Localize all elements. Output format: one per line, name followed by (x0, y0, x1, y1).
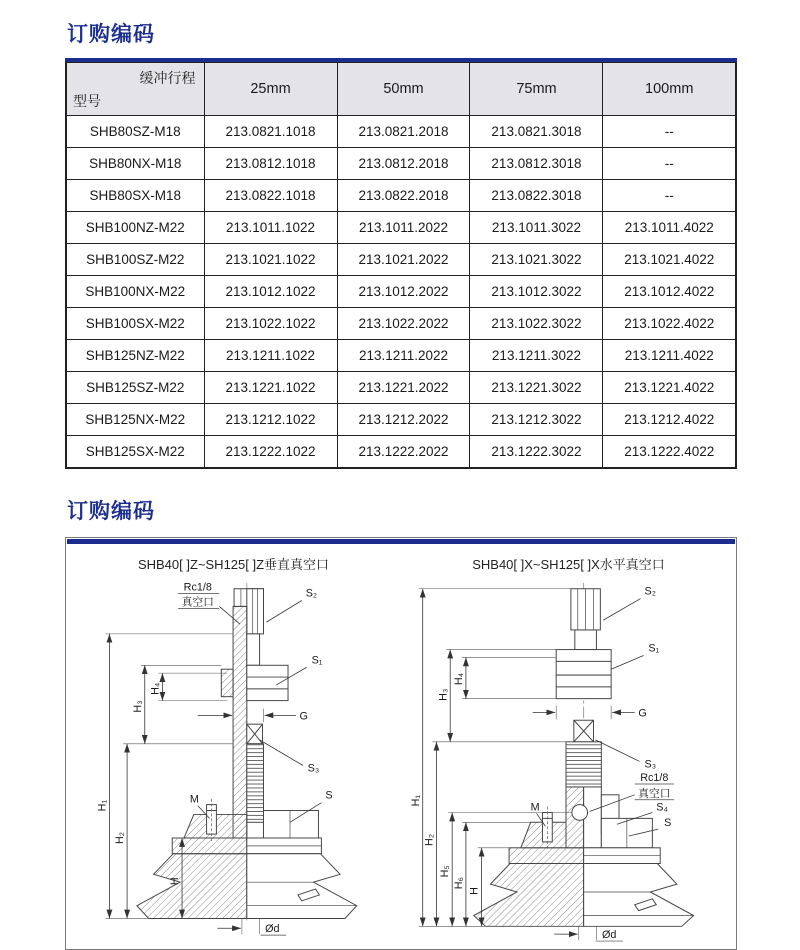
label-h3: H₃ (131, 700, 144, 713)
code-cell: 213.1012.4022 (603, 276, 736, 308)
label-h5: H₅ (438, 865, 451, 878)
label-h3: H₃ (436, 688, 449, 701)
code-cell: 213.1221.1022 (204, 372, 337, 404)
code-cell: 213.0812.2018 (337, 148, 470, 180)
table-row (66, 372, 736, 404)
label-rc18: Rc1/8 (183, 581, 212, 594)
code-cell: 213.0812.1018 (204, 148, 337, 180)
code-cell: 213.1212.2022 (337, 404, 470, 436)
code-cell: 213.1222.3022 (470, 436, 603, 469)
table-row (66, 436, 736, 469)
model-cell: SHB100NX-M22 (66, 276, 204, 308)
code-cell: 213.1022.1022 (204, 308, 337, 340)
label-h: H (468, 887, 481, 895)
label-s4: S₄ (655, 801, 668, 814)
label-h1: H₁ (96, 799, 109, 812)
code-cell: 213.0822.3018 (470, 180, 603, 212)
code-cell: 213.1222.2022 (337, 436, 470, 469)
label-h2: H₂ (113, 832, 126, 844)
label-h1: H₁ (409, 794, 422, 807)
code-cell: 213.1012.2022 (337, 276, 470, 308)
bellows-suction-cup (473, 864, 693, 927)
code-cell: -- (603, 116, 736, 148)
table-header-row (66, 63, 736, 116)
table-row (66, 180, 736, 212)
corner-label-stroke: 缓冲行程 (139, 70, 196, 86)
code-cell: 213.0821.1018 (204, 116, 337, 148)
column-header-100mm: 100mm (603, 63, 736, 116)
label-s3: S₃ (307, 762, 319, 775)
label-od: Ød (601, 929, 616, 942)
code-cell: 213.1221.3022 (470, 372, 603, 404)
corner-label-model: 型号 (73, 93, 101, 109)
code-cell: 213.1211.1022 (204, 340, 337, 372)
fitting-stack (556, 589, 611, 787)
label-vacuum-port: 真空口 (181, 596, 214, 609)
model-cell: SHB100SZ-M22 (66, 244, 204, 276)
label-g: G (299, 710, 308, 723)
diagram-panel (65, 537, 737, 950)
label-od: Ød (264, 923, 280, 936)
code-cell: 213.1211.2022 (337, 340, 470, 372)
label-h2: H₂ (423, 833, 436, 846)
code-cell: 213.1021.4022 (603, 244, 736, 276)
code-cell: 213.1021.3022 (470, 244, 603, 276)
label-m: M (189, 793, 199, 806)
code-cell: 213.1212.1022 (204, 404, 337, 436)
code-cell: 213.0821.3018 (470, 116, 603, 148)
label-h4: H₄ (452, 672, 465, 686)
code-cell: 213.1211.3022 (470, 340, 603, 372)
code-cell: 213.1211.4022 (603, 340, 736, 372)
table-row (66, 244, 736, 276)
label-s: S (324, 789, 333, 802)
bellows-suction-cup (136, 854, 356, 919)
table-row (66, 276, 736, 308)
code-cell: 213.1022.3022 (470, 308, 603, 340)
left-diagram-caption: SHB40[ ]Z~SH125[ ]Z垂直真空口 (137, 557, 330, 572)
right-diagram-caption: SHB40[ ]X~SH125[ ]X水平真空口 (472, 557, 665, 572)
label-s1: S₁ (311, 654, 322, 667)
column-header-50mm: 50mm (337, 63, 470, 116)
model-cell: SHB100NZ-M22 (66, 212, 204, 244)
code-cell: 213.1012.1022 (204, 276, 337, 308)
code-cell: 213.1212.3022 (470, 404, 603, 436)
label-g: G (637, 707, 647, 720)
code-cell: 213.1012.3022 (470, 276, 603, 308)
fitting-stack (221, 589, 288, 838)
code-cell: 213.0812.3018 (470, 148, 603, 180)
code-cell: 213.1212.4022 (603, 404, 736, 436)
code-cell: 213.1221.2022 (337, 372, 470, 404)
label-vacuum-port: 真空口 (637, 787, 670, 800)
table-row (66, 404, 736, 436)
code-cell: -- (603, 148, 736, 180)
code-cell: 213.1222.1022 (204, 436, 337, 469)
label-s2: S₂ (305, 587, 317, 600)
model-cell: SHB125SZ-M22 (66, 372, 204, 404)
diagram-vertical-vacuum-port (77, 575, 397, 943)
label-m: M (530, 801, 540, 814)
label-s1: S₁ (647, 642, 659, 655)
model-cell: SHB80SZ-M18 (66, 116, 204, 148)
section2-title: 订购编码 (67, 500, 155, 523)
code-cell: 213.0822.1018 (204, 180, 337, 212)
column-header-75mm: 75mm (470, 63, 603, 116)
code-cell: 213.1022.4022 (603, 308, 736, 340)
model-cell: SHB80NX-M18 (66, 148, 204, 180)
code-cell: 213.1011.1022 (204, 212, 337, 244)
table-row (66, 212, 736, 244)
label-s2: S₂ (644, 585, 656, 598)
code-cell: 213.1222.4022 (603, 436, 736, 469)
model-cell: SHB125NX-M22 (66, 404, 204, 436)
label-s: S (663, 817, 671, 830)
code-cell: 213.0822.2018 (337, 180, 470, 212)
code-cell: 213.1021.1022 (204, 244, 337, 276)
code-cell: 213.0821.2018 (337, 116, 470, 148)
label-rc18: Rc1/8 (639, 772, 668, 785)
label-h6: H₆ (452, 877, 465, 890)
panel-top-accent-bar (67, 539, 735, 544)
model-cell: SHB125NZ-M22 (66, 340, 204, 372)
section1-title: 订购编码 (67, 23, 155, 46)
label-h4: H₄ (148, 682, 161, 695)
diagram-horizontal-vacuum-port (406, 575, 726, 943)
code-cell: -- (603, 180, 736, 212)
table-row (66, 308, 736, 340)
column-header-25mm: 25mm (204, 63, 337, 116)
code-cell: 213.1022.2022 (337, 308, 470, 340)
code-cell: 213.1011.4022 (603, 212, 736, 244)
table-row (66, 116, 736, 148)
code-cell: 213.1011.2022 (337, 212, 470, 244)
table-row (66, 148, 736, 180)
code-cell: 213.1011.3022 (470, 212, 603, 244)
table-row (66, 340, 736, 372)
code-cell: 213.1021.2022 (337, 244, 470, 276)
model-cell: SHB125SX-M22 (66, 436, 204, 469)
model-cell: SHB80SX-M18 (66, 180, 204, 212)
order-code-table (65, 62, 737, 469)
code-cell: 213.1221.4022 (603, 372, 736, 404)
corner-header-cell (66, 63, 204, 116)
model-cell: SHB100SX-M22 (66, 308, 204, 340)
label-h: H (168, 877, 181, 886)
label-s3: S₃ (644, 758, 656, 771)
